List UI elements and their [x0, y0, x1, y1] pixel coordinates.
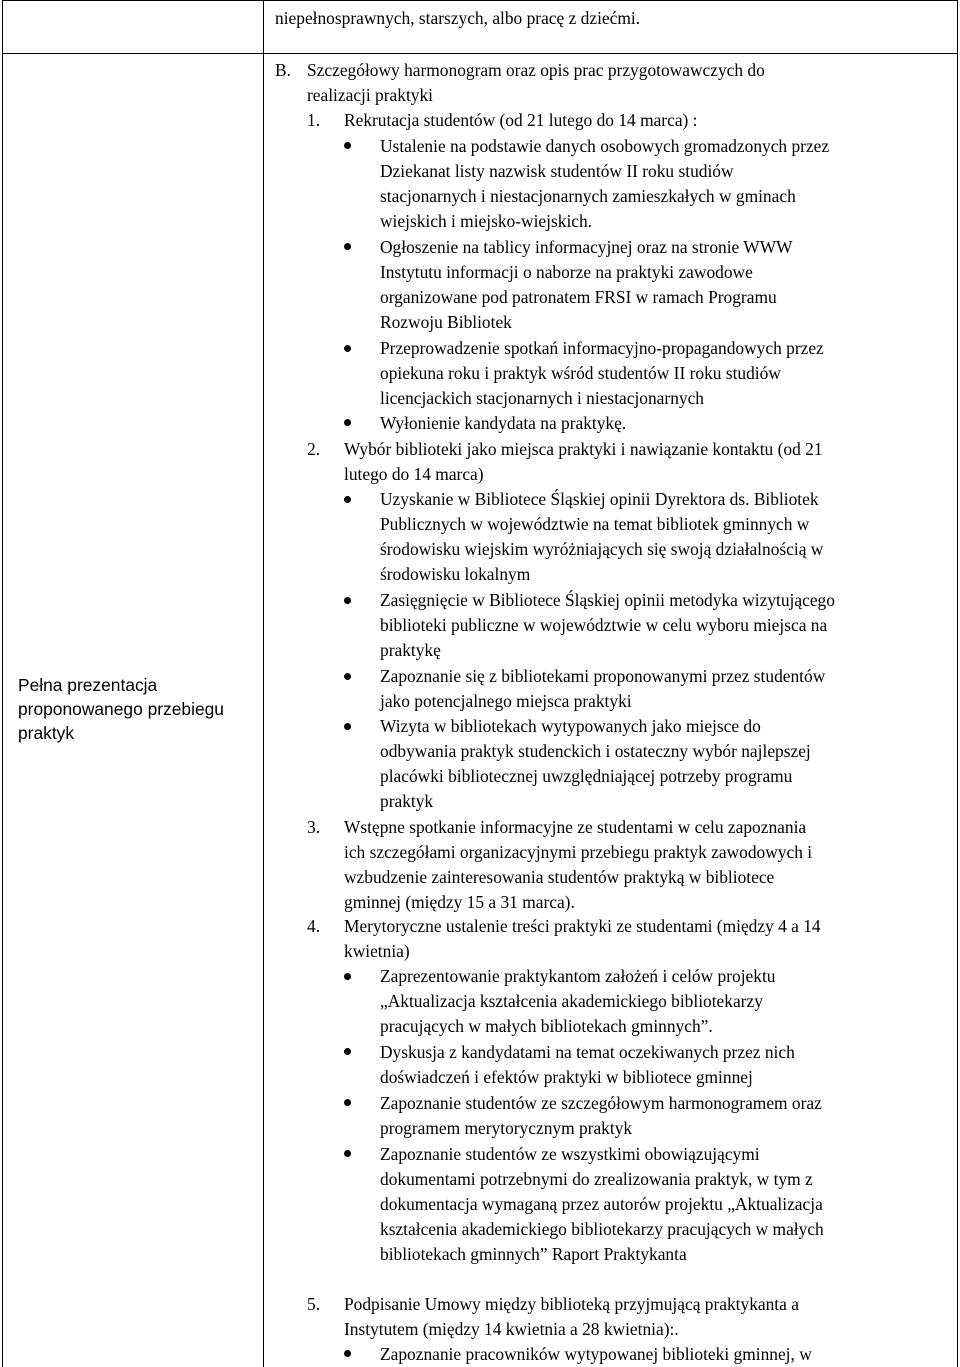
item-heading: Instytutem (między 14 kwietnia a 28 kwietnia):.: [344, 1319, 679, 1339]
item-number: 2.: [307, 439, 321, 459]
bullet-line: Zasięgnięcie w Bibliotece Śląskiej opinii metodyka wizytującego: [380, 590, 835, 610]
bullet-icon: [344, 496, 351, 503]
bullet-icon: [344, 1150, 351, 1157]
bullet-line: Wizyta w bibliotekach wytypowanych jako miejsce do: [380, 716, 761, 736]
item-heading: Podpisanie Umowy między biblioteką przyjmującą praktykanta a: [344, 1294, 799, 1314]
bullet-line: Rozwoju Bibliotek: [380, 312, 512, 332]
table-border-left: [2, 0, 3, 1367]
bullet-icon: [344, 243, 351, 250]
bullet-line: Zapoznanie się z bibliotekami proponowanymi przez studentów: [380, 666, 826, 686]
bullet-line: dokumentacja wymaganą przez autorów projektu „Aktualizacja: [380, 1194, 823, 1214]
bullet-line: Zapoznanie studentów ze wszystkimi obowiązującymi: [380, 1144, 760, 1164]
bullet-line: Zaprezentowanie praktykantom założeń i celów projektu: [380, 966, 776, 986]
item-number: 5.: [307, 1294, 321, 1314]
item-heading: Rekrutacja studentów (od 21 lutego do 14 marca) :: [344, 110, 698, 130]
bullet-icon: [344, 723, 351, 730]
bullet-line: odbywania praktyk studenckich i ostateczny wybór najlepszej: [380, 741, 811, 761]
bullet-line: wiejskich i miejsko-wiejskich.: [380, 211, 593, 231]
bullet-line: dokumentami potrzebnymi do zrealizowania praktyk, w tym z: [380, 1169, 813, 1189]
section-letter: B.: [275, 60, 291, 80]
bullet-line: placówki bibliotecznej uwzględniającej potrzeby programu: [380, 766, 793, 786]
item-heading: ich szczegółami organizacyjnymi przebiegu praktyk zawodowych i: [344, 842, 813, 862]
bullet-line: licencjackich stacjonarnych i niestacjonarnych: [380, 388, 704, 408]
bullet-icon: [344, 419, 351, 426]
bullet-line: Publicznych w województwie na temat bibliotek gminnych w: [380, 514, 810, 534]
bullet-icon: [344, 1099, 351, 1106]
bullet-line: Uzyskanie w Bibliotece Śląskiej opinii Dyrektora ds. Bibliotek: [380, 489, 819, 509]
bullet-line: środowisku lokalnym: [380, 564, 531, 584]
bullet-line: biblioteki publiczne w województwie w celu wyboru miejsca na: [380, 615, 828, 635]
section-title-line-2: realizacji praktyki: [307, 85, 434, 105]
bullet-line: Przeprowadzenie spotkań informacyjno-propagandowych przez: [380, 338, 824, 358]
bullet-icon: [344, 1048, 351, 1055]
item-heading: Wstępne spotkanie informacyjne ze studentami w celu zapoznania: [344, 817, 807, 837]
bullet-line: bibliotekach gminnych” Raport Praktykanta: [380, 1244, 687, 1264]
bullet-icon: [344, 345, 351, 352]
bullet-line: Dyskusja z kandydatami na temat oczekiwanych przez nich: [380, 1042, 795, 1062]
item-heading: kwietnia): [344, 941, 410, 961]
table-row-divider: [2, 53, 958, 54]
bullet-line: organizowane pod patronatem FRSI w ramach Programu: [380, 287, 777, 307]
item-heading: wzbudzenie zainteresowania studentów praktyką w bibliotece: [344, 867, 775, 887]
bullet-line: środowisku wiejskim wyróżniających się swoją działalnością w: [380, 539, 824, 559]
item-heading: Wybór biblioteki jako miejsca praktyki i nawiązanie kontaktu (od 21: [344, 439, 823, 459]
bullet-line: kształcenia akademickiego bibliotekarzy pracujących w małych: [380, 1219, 824, 1239]
bullet-line: „Aktualizacja kształcenia akademickiego bibliotekarzy: [380, 991, 763, 1011]
item-heading: Merytoryczne ustalenie treści praktyki ze studentami (między 4 a 14: [344, 916, 821, 936]
bullet-line: opiekuna roku i praktyk wśród studentów II roku studiów: [380, 363, 781, 383]
section-title-line-1: Szczegółowy harmonogram oraz opis prac przygotowawczych do: [307, 60, 765, 80]
bullet-line: praktykę: [380, 640, 441, 660]
bullet-line: stacjonarnych i niestacjonarnych zamieszkałych w gminach: [380, 186, 796, 206]
bullet-line: Instytutu informacji o naborze na praktyki zawodowe: [380, 262, 753, 282]
bullet-icon: [344, 142, 351, 149]
item-heading: gminnej (między 15 a 31 marca).: [344, 892, 575, 912]
bullet-line: Dziekanat listy nazwisk studentów II roku studiów: [380, 161, 734, 181]
table-border-right: [957, 0, 958, 1367]
bullet-icon: [344, 597, 351, 604]
bullet-icon: [344, 673, 351, 680]
bullet-icon: [344, 973, 351, 980]
bullet-line: doświadczeń i efektów praktyki w bibliotece gminnej: [380, 1067, 753, 1087]
bullet-line: Wyłonienie kandydata na praktykę.: [380, 413, 627, 433]
bullet-line: praktyk: [380, 791, 434, 811]
item-number: 4.: [307, 916, 321, 936]
item-heading: lutego do 14 marca): [344, 464, 484, 484]
bullet-line: Ogłoszenie na tablicy informacyjnej oraz na stronie WWW: [380, 237, 793, 257]
bullet-line: pracujących w małych bibliotekach gminnych”.: [380, 1016, 713, 1036]
bullet-icon: [344, 1350, 351, 1357]
top-row-text: niepełnosprawnych, starszych, albo pracę z dziećmi.: [275, 8, 641, 28]
item-number: 3.: [307, 817, 321, 837]
table-column-divider: [263, 0, 264, 1367]
bullet-line: programem merytorycznym praktyk: [380, 1118, 633, 1138]
bullet-line: Zapoznanie pracowników wytypowanej biblioteki gminnej, w: [380, 1344, 812, 1364]
bullet-line: Zapoznanie studentów ze szczegółowym harmonogramem oraz: [380, 1093, 822, 1113]
bullet-line: Ustalenie na podstawie danych osobowych gromadzonych przez: [380, 136, 830, 156]
bullet-line: jako potencjalnego miejsca praktyki: [380, 691, 632, 711]
item-number: 1.: [307, 110, 321, 130]
table-border-top: [2, 0, 958, 1]
left-cell-label: Pełna prezentacja proponowanego przebiegu praktyk: [18, 675, 224, 743]
